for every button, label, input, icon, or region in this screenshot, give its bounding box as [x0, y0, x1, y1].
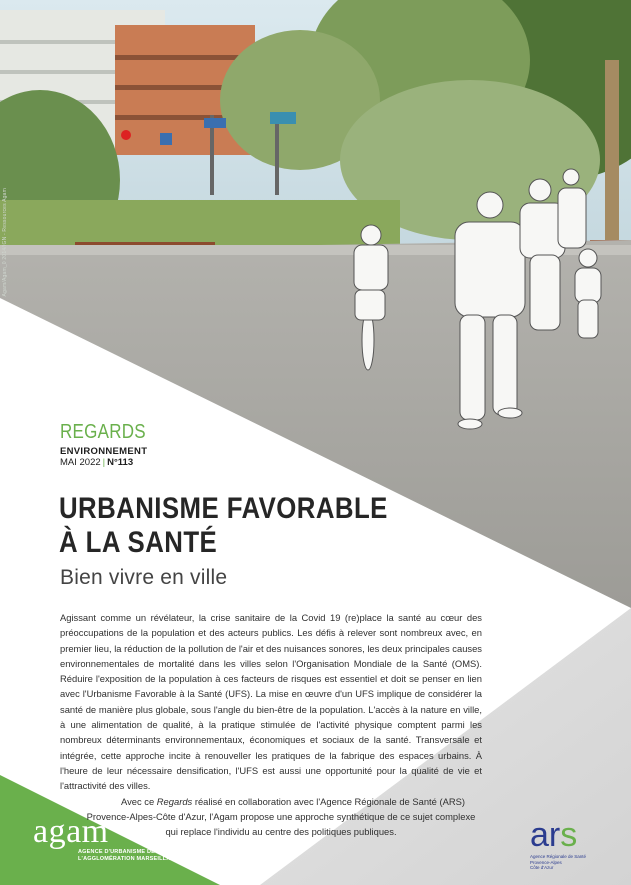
ars-tagline-line-2: Provence-Alpes	[530, 859, 562, 865]
agam-tagline	[78, 849, 180, 863]
p2-suffix: réalisé en collaboration avec l'Agence Régionale de Santé (ARS) Provence-Alpes-Côte d'Azur, l'Agam propose une approche synthétique de ce sujet complexe qui replace l'individu au centre des politiques publiques.	[86, 795, 476, 838]
ars-wordmark	[530, 818, 586, 852]
agam-tagline-line-1: AGENCE D'URBANISME DE	[78, 849, 156, 855]
p2-italic: Regards	[156, 795, 193, 807]
ars-wordmark-s: s	[560, 816, 578, 854]
title-line-1: URBANISME FAVORABLE	[59, 492, 388, 525]
intro-text	[60, 610, 482, 839]
p2-prefix: Avec ce	[120, 795, 157, 807]
photo-credit: Agam/Agam_0 2014/IGN - Ressources Agam	[2, 188, 8, 297]
issue-info	[60, 457, 133, 468]
collection-name: REGARDS	[60, 421, 146, 443]
ars-tagline-line-1: Agence Régionale de Santé	[530, 854, 587, 859]
intro-paragraph-1: Agissant comme un révélateur, la crise sanitaire de la Covid 19 (re)place la santé au cœur des préoccupations de la population et des acteurs publics. Les défis à relever sont nombreux avec, en premier lieu, la réduction de la pollution de l'air et des nuisances sonores, les deux principales causes environnementales de mortalité dans les villes selon l'Organisation Mondiale de la Santé (OMS). Réduire l'exposition de la population à ces facteurs de risques est essentiel et doit se penser en lien avec l'Urbanisme Favorable à la Santé (UFS). La mise en œuvre d'un UFS implique de considérer la santé de manière plus globale, sous l'angle du bien-être de la population. L'accès à la nature en ville, à une alimentation de qualité, à la pratique stimulée de l'activité physique comptent parmi les nombreux déterminants environnementaux, économiques et sociaux de la santé. Transversale et intégrée, cette approche incite à renouveller les pratiques de la fabrique des espaces urbains. À l'heure de leur nécessaire densification, l'UFS est aussi une opportunité pour la qualité de vie et l'attractivité des villes.	[60, 612, 482, 792]
ars-wordmark-ar: ar	[530, 816, 561, 854]
agam-logo	[33, 815, 180, 863]
issue-separator: |	[102, 457, 106, 468]
title-line-2: À LA SANTÉ	[59, 526, 218, 559]
publication-date: MAI 2022	[60, 457, 101, 468]
page-subtitle: Bien vivre en ville	[60, 566, 228, 589]
ars-logo	[530, 818, 586, 871]
agam-tagline-line-2: L'AGGLOMÉRATION MARSEILLAISE	[78, 856, 180, 862]
agam-wordmark: agam	[33, 813, 109, 850]
page-title	[59, 492, 388, 560]
issue-number: N°113	[107, 457, 134, 468]
ars-tagline	[530, 854, 586, 871]
ars-tagline-line-3: Côte d'Azur	[530, 865, 554, 870]
series-name: ENVIRONNEMENT	[60, 446, 148, 457]
